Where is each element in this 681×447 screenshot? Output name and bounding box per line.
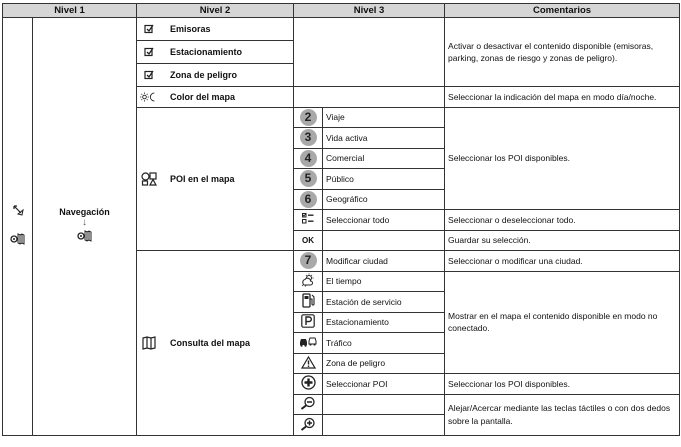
settings-map-icon bbox=[77, 229, 93, 245]
weather-icon-cell bbox=[294, 271, 323, 292]
modificar-ciudad-comment: Seleccionar o modificar una ciudad. bbox=[445, 251, 680, 272]
emisoras-label: Emisoras bbox=[170, 24, 211, 34]
estacion-servicio-label: Estación de servicio bbox=[323, 292, 445, 313]
weather-icon bbox=[300, 279, 316, 289]
color-mapa-label: Color del mapa bbox=[170, 91, 236, 102]
trafico-label: Tráfico bbox=[323, 333, 445, 354]
publico-label: Público bbox=[323, 169, 445, 190]
viaje-label: Viaje bbox=[323, 107, 445, 128]
empty-cell bbox=[294, 87, 445, 108]
poi-cell bbox=[137, 107, 294, 251]
empty-cell bbox=[323, 415, 445, 436]
warning-icon bbox=[301, 361, 316, 371]
zoom-out-icon-cell bbox=[294, 394, 323, 415]
el-tiempo-label: El tiempo bbox=[323, 271, 445, 292]
modificar-ciudad-label: Modificar ciudad bbox=[323, 251, 445, 272]
header-nivel1: Nivel 1 bbox=[3, 4, 137, 18]
checkbox-icon bbox=[140, 47, 158, 57]
poi-label: POI en el mapa bbox=[170, 173, 235, 184]
ok-icon: OK bbox=[302, 236, 315, 246]
consulta-rows-comment: Mostrar en el mapa el contenido disponible en modo no conectado. bbox=[445, 271, 680, 374]
num-icon-cell bbox=[294, 148, 323, 169]
ok-comment: Guardar su selección. bbox=[445, 230, 680, 251]
estacionamiento-cell bbox=[137, 41, 294, 64]
zoom-in-icon bbox=[300, 423, 316, 433]
navegacion-label: Navegación bbox=[59, 207, 110, 218]
traffic-icon bbox=[299, 340, 317, 350]
checkbox-icon bbox=[140, 70, 158, 80]
select-all-icon bbox=[302, 216, 314, 226]
number-6-icon: 6 bbox=[300, 191, 317, 208]
zona-peligro-cell bbox=[137, 64, 294, 87]
vida-activa-label: Vida activa bbox=[323, 128, 445, 149]
geografico-label: Geográfico bbox=[323, 189, 445, 210]
fuel-icon-cell bbox=[294, 292, 323, 313]
zoom-in-icon-cell bbox=[294, 415, 323, 436]
zoom-comment: Alejar/Acercar mediante las teclas táctiles o con dos dedos sobre la pantalla. bbox=[445, 394, 680, 435]
fuel-station-icon bbox=[302, 300, 315, 310]
number-7-icon: 7 bbox=[300, 252, 317, 269]
select-all-comment: Seleccionar o deseleccionar todo. bbox=[445, 210, 680, 231]
comercial-label: Comercial bbox=[323, 148, 445, 169]
consulta-cell bbox=[137, 251, 294, 436]
num-icon-cell bbox=[294, 169, 323, 190]
num-icon-cell bbox=[294, 128, 323, 149]
parking-icon bbox=[301, 320, 315, 330]
empty-cell bbox=[323, 394, 445, 415]
poi-comment: Seleccionar los POI disponibles. bbox=[445, 107, 680, 210]
ok-icon-cell bbox=[294, 230, 323, 251]
seleccionar-poi-comment: Seleccionar los POI disponibles. bbox=[445, 374, 680, 395]
num-icon-cell bbox=[294, 107, 323, 128]
parking-icon-cell bbox=[294, 312, 323, 333]
color-mapa-comment: Seleccionar la indicación del mapa en modo día/noche. bbox=[445, 87, 680, 108]
poi-icon bbox=[140, 172, 158, 186]
number-3-icon: 3 bbox=[300, 129, 317, 146]
zona-peligro-consulta-label: Zona de peligro bbox=[323, 353, 445, 374]
zoom-out-icon bbox=[300, 402, 316, 412]
color-mapa-cell bbox=[137, 87, 294, 108]
checkbox-icon bbox=[140, 24, 158, 34]
plus-circle-icon bbox=[301, 382, 316, 392]
select-all-icon-cell bbox=[294, 210, 323, 231]
estacionamiento-label: Estacionamiento bbox=[170, 47, 243, 57]
traffic-icon-cell bbox=[294, 333, 323, 354]
emisoras-cell bbox=[137, 18, 294, 41]
consulta-label: Consulta del mapa bbox=[170, 337, 251, 348]
warning-icon-cell bbox=[294, 353, 323, 374]
select-all-label: Seleccionar todo bbox=[323, 210, 445, 231]
day-night-icon bbox=[140, 91, 158, 103]
number-4-icon: 4 bbox=[300, 150, 317, 167]
num-icon-cell bbox=[294, 251, 323, 272]
nivel1-icons-cell bbox=[3, 18, 33, 436]
seleccionar-poi-label: Seleccionar POI bbox=[323, 374, 445, 395]
header-row bbox=[3, 4, 680, 18]
settings-map-icon bbox=[10, 232, 26, 248]
table-row bbox=[3, 18, 680, 41]
map-icon bbox=[140, 336, 158, 350]
navigation-arrow-icon bbox=[12, 204, 24, 218]
estacionamiento-consulta-label: Estacionamiento bbox=[323, 312, 445, 333]
empty-cell bbox=[294, 18, 445, 87]
navigation-menu-table bbox=[2, 3, 680, 436]
empty-cell bbox=[323, 230, 445, 251]
group1-comment: Activar o desactivar el contenido disponible (emisoras, parking, zonas de riesgo y zonas de peligro). bbox=[445, 18, 680, 87]
plus-icon-cell bbox=[294, 374, 323, 395]
header-comentarios: Comentarios bbox=[445, 4, 680, 18]
nivel1-navegacion-cell bbox=[33, 18, 137, 436]
number-2-icon: 2 bbox=[300, 109, 317, 126]
number-5-icon: 5 bbox=[300, 170, 317, 187]
header-nivel2: Nivel 2 bbox=[137, 4, 294, 18]
arrow-down-icon: ↓ bbox=[82, 217, 87, 229]
num-icon-cell bbox=[294, 189, 323, 210]
header-nivel3: Nivel 3 bbox=[294, 4, 445, 18]
zona-peligro-label: Zona de peligro bbox=[170, 70, 238, 80]
